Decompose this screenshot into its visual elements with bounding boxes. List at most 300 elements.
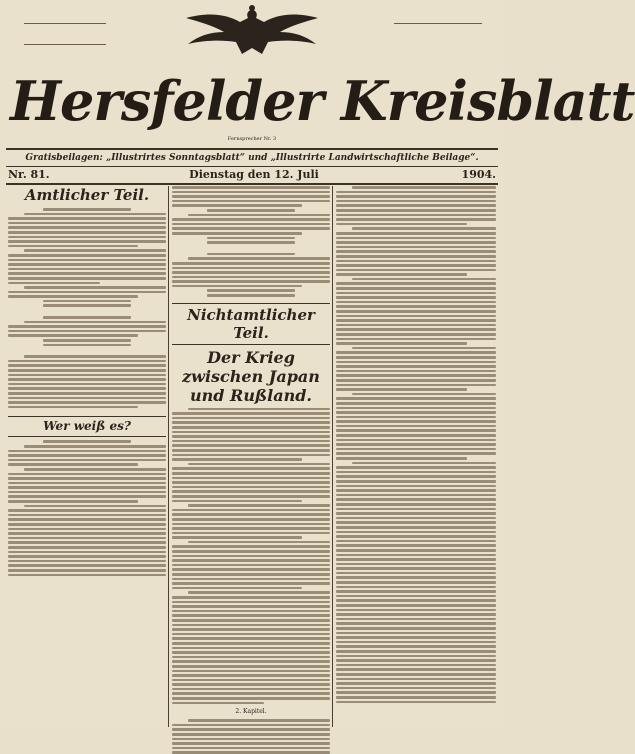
text-line xyxy=(336,678,496,681)
text-line xyxy=(336,489,496,492)
text-line xyxy=(188,214,330,217)
text-line xyxy=(336,287,496,290)
text-line xyxy=(172,532,330,535)
text-line xyxy=(188,463,330,466)
text-line xyxy=(352,347,496,350)
text-line xyxy=(172,697,330,700)
text-line xyxy=(172,440,330,443)
text-line xyxy=(172,582,330,585)
text-line xyxy=(336,241,496,244)
text-line xyxy=(43,304,131,307)
text-line xyxy=(24,505,166,508)
text-line xyxy=(172,280,330,283)
text-line xyxy=(8,387,166,390)
text-line xyxy=(172,523,330,526)
text-line xyxy=(172,262,330,265)
masthead-rule xyxy=(6,148,498,150)
text-line xyxy=(336,384,496,387)
text-line xyxy=(172,454,330,457)
text-line xyxy=(336,255,496,258)
text-line xyxy=(336,429,496,432)
text-line xyxy=(172,568,330,571)
text-line xyxy=(352,393,496,396)
text-line xyxy=(336,466,496,469)
text-line xyxy=(8,569,166,572)
text-line xyxy=(336,365,496,368)
war-article-body xyxy=(172,408,330,705)
text-line xyxy=(336,604,496,607)
article-body xyxy=(172,186,330,297)
text-line xyxy=(24,445,166,448)
text-line xyxy=(8,231,166,234)
text-line xyxy=(336,508,496,511)
text-line xyxy=(336,691,496,694)
feuilleton-frame xyxy=(8,416,166,437)
text-line xyxy=(172,610,330,613)
text-line xyxy=(172,578,330,581)
text-line xyxy=(336,613,496,616)
text-line xyxy=(172,728,330,731)
column-1 xyxy=(8,186,166,727)
dateline xyxy=(8,168,496,182)
text-line xyxy=(8,222,166,225)
phone-number: Fernsprecher Nr. 3 xyxy=(227,136,277,142)
text-line xyxy=(172,435,330,438)
text-line xyxy=(336,402,496,405)
eagle-icon xyxy=(180,2,325,60)
text-line xyxy=(172,527,330,530)
text-line xyxy=(336,328,496,331)
text-line xyxy=(8,369,166,372)
text-line xyxy=(336,223,467,226)
text-line xyxy=(172,267,330,270)
text-line xyxy=(8,555,166,558)
text-line xyxy=(172,733,330,736)
text-line xyxy=(172,660,330,663)
text-line xyxy=(172,702,264,705)
text-line xyxy=(172,665,330,668)
text-line xyxy=(8,392,166,395)
issue-number: Nr. 81. xyxy=(8,168,50,181)
text-line xyxy=(188,504,330,507)
text-line xyxy=(8,500,138,503)
text-line xyxy=(172,421,330,424)
text-line xyxy=(336,563,496,566)
text-line xyxy=(8,236,166,239)
text-line xyxy=(172,656,330,659)
text-line xyxy=(172,633,330,636)
war-article-headline: Der Krieg zwischen Japan und Rußland. xyxy=(182,347,320,405)
text-line xyxy=(336,374,496,377)
text-line xyxy=(336,443,496,446)
text-line xyxy=(172,431,330,434)
text-line xyxy=(8,217,166,220)
text-line xyxy=(8,450,166,453)
text-line xyxy=(172,449,330,452)
text-line xyxy=(172,481,330,484)
text-line xyxy=(336,586,496,589)
text-line xyxy=(172,642,330,645)
text-line xyxy=(172,426,330,429)
text-line xyxy=(172,670,330,673)
text-line xyxy=(336,581,496,584)
text-line xyxy=(172,200,330,203)
issue-year: 1904. xyxy=(461,168,496,181)
text-line xyxy=(172,195,330,198)
text-line xyxy=(8,528,166,531)
text-line xyxy=(8,226,166,229)
text-line xyxy=(336,420,496,423)
text-line xyxy=(336,544,496,547)
text-line xyxy=(172,738,330,741)
text-line xyxy=(172,651,330,654)
text-line xyxy=(172,724,330,727)
text-line xyxy=(8,491,166,494)
text-line xyxy=(336,595,496,598)
text-line xyxy=(172,624,330,627)
text-line xyxy=(336,452,496,455)
text-line xyxy=(336,498,496,501)
text-line xyxy=(207,241,295,244)
text-line xyxy=(336,246,496,249)
text-line xyxy=(8,477,166,480)
text-line xyxy=(336,599,496,602)
text-line xyxy=(8,291,166,294)
text-line xyxy=(336,292,496,295)
text-line xyxy=(172,679,330,682)
text-line xyxy=(336,650,496,653)
supplements-line: Gratisbeilagen: „Illustrirtes Sonntagsblatt“ und „Illustrirte Landwirtschaftliche Beilage“. xyxy=(25,153,479,163)
text-line xyxy=(207,237,295,240)
text-line xyxy=(336,269,496,272)
text-line xyxy=(172,417,330,420)
text-line xyxy=(336,475,496,478)
column-3 xyxy=(336,186,496,727)
dateline-rule xyxy=(6,183,498,185)
text-line xyxy=(8,574,166,577)
text-line xyxy=(8,537,166,540)
text-line xyxy=(336,673,496,676)
column-rule-2 xyxy=(332,186,333,727)
text-line xyxy=(8,463,138,466)
text-line xyxy=(8,401,166,404)
text-line xyxy=(8,259,166,262)
text-line xyxy=(336,535,496,538)
advertising-box xyxy=(380,6,496,64)
text-line xyxy=(8,523,166,526)
text-line xyxy=(336,618,496,621)
text-line xyxy=(336,485,496,488)
text-line xyxy=(336,296,496,299)
text-line xyxy=(336,370,496,373)
text-line xyxy=(336,590,496,593)
text-line xyxy=(336,567,496,570)
text-line xyxy=(336,232,496,235)
text-line xyxy=(43,208,131,211)
text-line xyxy=(336,397,496,400)
text-line xyxy=(8,509,166,512)
text-line xyxy=(8,495,166,498)
text-line xyxy=(172,232,302,235)
text-line xyxy=(24,249,166,252)
text-line xyxy=(8,245,138,248)
text-line xyxy=(188,591,330,594)
text-line xyxy=(336,632,496,635)
text-line xyxy=(352,462,496,465)
text-line xyxy=(172,601,330,604)
text-line xyxy=(336,682,496,685)
text-line xyxy=(8,282,100,285)
text-line xyxy=(336,379,496,382)
text-line xyxy=(172,477,330,480)
text-line xyxy=(336,701,496,704)
text-line xyxy=(172,742,330,745)
text-line xyxy=(172,559,330,562)
text-line xyxy=(43,316,131,319)
text-line xyxy=(8,397,166,400)
text-line xyxy=(24,468,166,471)
text-line xyxy=(172,412,330,415)
section-heading-nichtamtlich: Nichtamtlicher Teil. xyxy=(187,305,315,342)
text-line xyxy=(352,278,496,281)
text-line xyxy=(336,549,496,552)
text-line xyxy=(336,301,496,304)
text-line xyxy=(336,209,496,212)
text-line xyxy=(336,636,496,639)
text-line xyxy=(172,683,330,686)
text-line xyxy=(207,253,295,256)
text-line xyxy=(336,576,496,579)
text-line xyxy=(336,411,496,414)
text-line xyxy=(352,227,496,230)
text-line xyxy=(172,596,330,599)
text-line xyxy=(172,747,330,750)
text-line xyxy=(172,271,330,274)
text-line xyxy=(336,645,496,648)
text-line xyxy=(336,204,496,207)
text-line xyxy=(43,440,131,443)
text-line xyxy=(336,687,496,690)
text-line xyxy=(336,622,496,625)
text-line xyxy=(172,204,302,207)
text-line xyxy=(336,540,496,543)
text-line xyxy=(43,344,131,347)
text-line xyxy=(172,486,330,489)
text-line xyxy=(8,482,166,485)
text-line xyxy=(8,364,166,367)
text-line xyxy=(336,434,496,437)
text-line xyxy=(172,218,330,221)
text-line xyxy=(172,513,330,516)
text-line xyxy=(172,472,330,475)
text-line xyxy=(8,532,166,535)
text-line xyxy=(336,609,496,612)
text-line xyxy=(336,558,496,561)
text-line xyxy=(8,459,166,462)
text-line xyxy=(336,641,496,644)
column-2 xyxy=(172,186,330,727)
text-line xyxy=(336,214,496,217)
text-line xyxy=(24,355,166,358)
text-line xyxy=(8,272,166,275)
text-line xyxy=(8,383,166,386)
text-line xyxy=(336,425,496,428)
text-line xyxy=(8,514,166,517)
text-line xyxy=(8,254,166,257)
text-line xyxy=(8,560,166,563)
text-line xyxy=(336,200,496,203)
text-line xyxy=(172,285,302,288)
text-line xyxy=(336,195,496,198)
text-line xyxy=(188,408,330,411)
text-line xyxy=(336,439,496,442)
text-line xyxy=(336,351,496,354)
text-line xyxy=(336,237,496,240)
text-line xyxy=(172,500,302,503)
text-line xyxy=(8,564,166,567)
text-line xyxy=(336,448,496,451)
text-line xyxy=(8,360,166,363)
chapter-body xyxy=(172,719,330,754)
text-line xyxy=(336,333,496,336)
text-line xyxy=(8,551,166,554)
text-line xyxy=(8,325,166,328)
text-line xyxy=(172,555,330,558)
text-line xyxy=(172,550,330,553)
text-line xyxy=(336,324,496,327)
article-body xyxy=(8,208,166,408)
text-line xyxy=(172,509,330,512)
text-line xyxy=(207,294,295,297)
text-line xyxy=(336,627,496,630)
text-line xyxy=(336,407,496,410)
text-line xyxy=(336,191,496,194)
text-line xyxy=(336,659,496,662)
section-heading-amtlich: Amtlicher Teil. xyxy=(24,186,150,204)
text-line xyxy=(336,655,496,658)
text-line xyxy=(8,277,166,280)
text-line xyxy=(336,218,496,221)
text-line xyxy=(172,186,330,189)
text-line xyxy=(8,541,166,544)
text-line xyxy=(8,330,166,333)
text-line xyxy=(172,227,330,230)
text-line xyxy=(8,518,166,521)
text-line xyxy=(8,240,166,243)
text-line xyxy=(336,310,496,313)
text-line xyxy=(172,458,302,461)
text-line xyxy=(172,573,330,576)
text-line xyxy=(188,257,330,260)
subscription-box xyxy=(10,6,120,64)
text-line xyxy=(336,512,496,515)
text-line xyxy=(172,490,330,493)
text-line xyxy=(336,250,496,253)
text-line xyxy=(207,209,295,212)
text-line xyxy=(24,321,166,324)
text-line xyxy=(172,674,330,677)
text-line xyxy=(188,719,330,722)
feuilleton-body xyxy=(8,440,166,576)
text-line xyxy=(336,305,496,308)
text-line xyxy=(8,454,166,457)
text-line xyxy=(172,467,330,470)
text-line xyxy=(8,473,166,476)
text-line xyxy=(8,334,138,337)
text-line xyxy=(172,564,330,567)
text-line xyxy=(172,688,330,691)
text-line xyxy=(172,495,330,498)
text-line xyxy=(172,628,330,631)
text-line xyxy=(43,339,131,342)
text-line xyxy=(172,614,330,617)
text-line xyxy=(336,260,496,263)
text-line xyxy=(336,668,496,671)
text-line xyxy=(172,536,302,539)
text-line xyxy=(336,517,496,520)
text-line xyxy=(172,545,330,548)
text-line xyxy=(336,503,496,506)
text-line xyxy=(336,361,496,364)
text-line xyxy=(336,457,467,460)
masthead-title: Hersfelder Kreisblatt xyxy=(10,69,635,133)
column-3-body xyxy=(336,186,496,703)
text-line xyxy=(172,223,330,226)
text-line xyxy=(172,518,330,521)
text-line xyxy=(336,480,496,483)
issue-date: Dienstag den 12. Juli xyxy=(189,168,319,181)
text-line xyxy=(172,276,330,279)
text-line xyxy=(8,263,166,266)
text-line xyxy=(336,471,496,474)
text-line xyxy=(336,526,496,529)
text-line xyxy=(336,315,496,318)
text-line xyxy=(8,546,166,549)
text-line xyxy=(188,541,330,544)
text-line xyxy=(336,356,496,359)
text-line xyxy=(8,295,138,298)
text-line xyxy=(336,531,496,534)
section-frame-nichtamtlich xyxy=(172,303,330,345)
text-line xyxy=(172,637,330,640)
text-line xyxy=(43,300,131,303)
text-line xyxy=(336,696,496,699)
text-line xyxy=(336,319,496,322)
text-line xyxy=(352,186,496,189)
text-line xyxy=(336,664,496,667)
text-line xyxy=(172,692,330,695)
text-line xyxy=(172,647,330,650)
text-line xyxy=(172,587,302,590)
text-line xyxy=(172,619,330,622)
text-line xyxy=(336,273,467,276)
text-line xyxy=(172,191,330,194)
beilagen-rule xyxy=(6,166,498,167)
text-line xyxy=(8,406,138,409)
text-line xyxy=(24,213,166,216)
text-line xyxy=(24,286,166,289)
column-rule-1 xyxy=(168,186,169,727)
text-line xyxy=(336,416,496,419)
feuilleton-title: Wer weiß es? xyxy=(43,419,131,434)
text-line xyxy=(336,494,496,497)
text-line xyxy=(336,264,496,267)
text-line xyxy=(8,374,166,377)
text-line xyxy=(8,378,166,381)
text-line xyxy=(336,338,496,341)
text-line xyxy=(207,289,295,292)
text-line xyxy=(336,342,467,345)
